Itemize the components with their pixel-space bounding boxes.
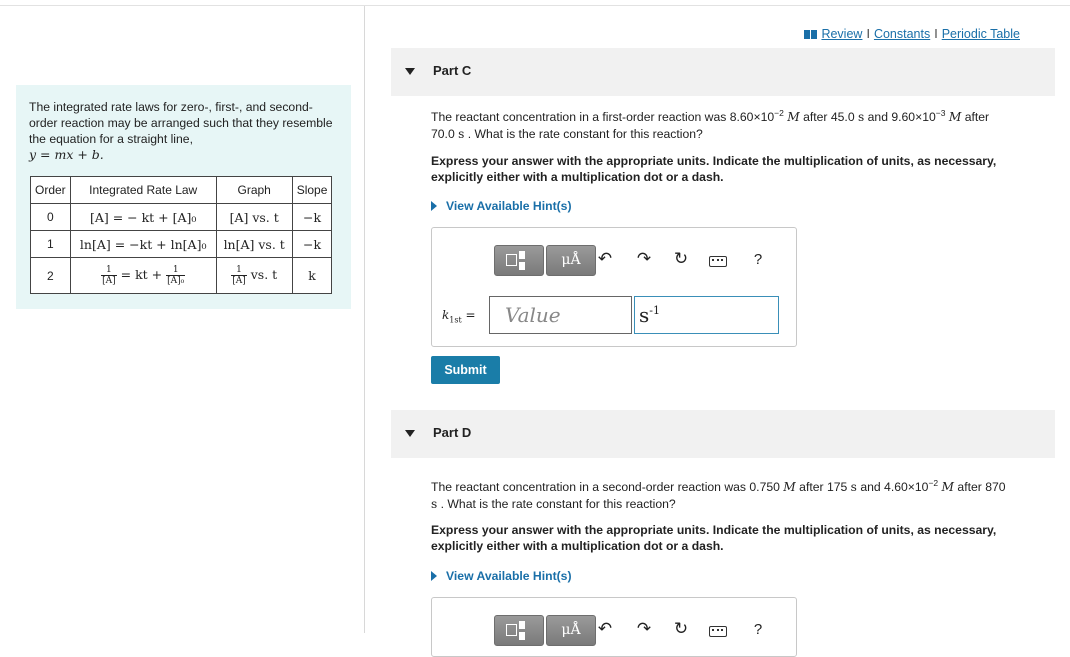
frac-num: 1 bbox=[231, 265, 247, 276]
part-d-instruction: Express your answer with the appropriate units. Indicate the multiplication of units, as necessary, explicitly either with a multiplication dot or a dash. bbox=[431, 523, 997, 553]
slope-cell: k bbox=[292, 258, 332, 294]
table-row bbox=[31, 204, 332, 231]
table-row bbox=[31, 231, 332, 258]
fraction bbox=[166, 265, 185, 286]
q-unit: M bbox=[783, 480, 796, 494]
reset-icon[interactable]: ↻ bbox=[673, 619, 689, 638]
column-divider bbox=[364, 6, 365, 633]
q-text: after 175 bbox=[795, 480, 851, 494]
units-button[interactable] bbox=[546, 615, 596, 646]
hint-label: View Available Hint(s) bbox=[446, 199, 572, 213]
keyboard-icon[interactable] bbox=[709, 626, 727, 637]
undo-icon[interactable]: ↶ bbox=[597, 249, 613, 268]
k-equals: = bbox=[461, 308, 476, 322]
part-c-question bbox=[431, 109, 1041, 143]
unit-exponent: -1 bbox=[649, 304, 660, 317]
col-graph: Graph bbox=[216, 177, 292, 204]
q-text: . What is the rate constant for this reaction? bbox=[464, 127, 703, 141]
collapse-triangle-icon[interactable] bbox=[405, 430, 415, 437]
reset-icon[interactable]: ↻ bbox=[673, 249, 689, 268]
q-exp: −3 bbox=[935, 108, 946, 118]
template-icon bbox=[506, 254, 517, 266]
template-icon-part bbox=[519, 251, 525, 259]
template-icon-part bbox=[519, 621, 525, 629]
fraction bbox=[101, 265, 117, 286]
q-exp: −2 bbox=[774, 108, 784, 118]
help-icon[interactable]: ? bbox=[753, 621, 763, 638]
redo-icon[interactable]: ↷ bbox=[636, 619, 652, 638]
q-unit: s bbox=[857, 110, 865, 124]
q-text: . What is the rate constant for this reaction? bbox=[437, 497, 676, 511]
q-text: after bbox=[961, 110, 990, 124]
k-subscript: 1st bbox=[449, 315, 462, 325]
book-icon bbox=[804, 30, 817, 39]
unit-input[interactable] bbox=[634, 296, 779, 334]
periodic-table-link[interactable]: Periodic Table bbox=[941, 27, 1020, 41]
col-slope: Slope bbox=[292, 177, 332, 204]
unit-base: s bbox=[639, 303, 650, 327]
part-d-answer-box bbox=[431, 597, 797, 657]
units-label: μÅ bbox=[561, 252, 581, 268]
templates-button[interactable] bbox=[494, 245, 544, 276]
law-cell bbox=[70, 258, 216, 294]
collapse-triangle-icon[interactable] bbox=[405, 68, 415, 75]
q-text: after 870 bbox=[954, 480, 1006, 494]
top-border bbox=[0, 5, 1070, 6]
info-intro: The integrated rate laws for zero-, first-, and second-order reaction may be arranged such that they resemble the equation for a straight line, bbox=[29, 100, 333, 146]
order-cell: 0 bbox=[31, 204, 71, 231]
value-input[interactable]: Value bbox=[489, 296, 632, 334]
rate-law-info-panel bbox=[16, 85, 351, 309]
part-c-instruction: Express your answer with the appropriate units. Indicate the multiplication of units, as necessary, explicitly either with a multiplication dot or a dash. bbox=[431, 154, 997, 184]
template-icon bbox=[506, 624, 517, 636]
rate-law-table bbox=[30, 176, 332, 294]
keyboard-icon[interactable] bbox=[709, 256, 727, 267]
q-text: after 45.0 bbox=[799, 110, 858, 124]
link-separator: I bbox=[866, 27, 870, 41]
review-link[interactable]: Review bbox=[821, 27, 863, 41]
part-c-title: Part C bbox=[433, 63, 472, 78]
fraction bbox=[231, 265, 247, 286]
slope-cell: −k bbox=[292, 231, 332, 258]
templates-button[interactable] bbox=[494, 615, 544, 646]
part-d-question bbox=[431, 479, 1041, 513]
link-separator: I bbox=[934, 27, 938, 41]
k-1st-label bbox=[442, 308, 476, 324]
frac-num: 1 bbox=[101, 265, 117, 276]
k-symbol: k bbox=[442, 308, 450, 322]
math-toolbar bbox=[494, 615, 794, 647]
template-icon-part bbox=[519, 632, 525, 640]
help-icon[interactable]: ? bbox=[753, 251, 763, 268]
table-header-row bbox=[31, 177, 332, 204]
q-unit: s bbox=[458, 127, 465, 141]
part-c-answer-box bbox=[431, 227, 797, 347]
col-law: Integrated Rate Law bbox=[70, 177, 216, 204]
part-c-header[interactable] bbox=[391, 48, 1055, 96]
units-button[interactable] bbox=[546, 245, 596, 276]
order-cell: 2 bbox=[31, 258, 71, 294]
part-d-hint-link[interactable] bbox=[431, 569, 572, 583]
q-text: The reactant concentration in a second-order reaction was 0.750 bbox=[431, 480, 784, 494]
graph-cell bbox=[216, 258, 292, 294]
q-unit: M bbox=[941, 480, 955, 494]
q-text: and 9.60×10 bbox=[864, 110, 936, 124]
frac-num: 1 bbox=[166, 265, 185, 276]
template-icon-part bbox=[519, 262, 525, 270]
undo-icon[interactable]: ↶ bbox=[597, 619, 613, 638]
math-toolbar bbox=[494, 245, 794, 277]
q-exp: −2 bbox=[928, 478, 939, 488]
q-text: The reactant concentration in a first-order reaction was 8.60×10 bbox=[431, 110, 775, 124]
submit-button[interactable]: Submit bbox=[431, 356, 500, 384]
law-cell: ln[A] = −kt + ln[A]₀ bbox=[70, 231, 216, 258]
hint-label: View Available Hint(s) bbox=[446, 569, 572, 583]
law-cell: [A] = − kt + [A]₀ bbox=[70, 204, 216, 231]
q-unit: M bbox=[948, 110, 962, 124]
graph-rest: vs. t bbox=[250, 267, 278, 282]
col-order: Order bbox=[31, 177, 71, 204]
q-unit: s bbox=[850, 480, 857, 494]
q-text: 70.0 bbox=[431, 127, 459, 141]
part-d-header[interactable] bbox=[391, 410, 1055, 458]
graph-cell: [A] vs. t bbox=[216, 204, 292, 231]
line-equation: y = mx + b. bbox=[29, 147, 104, 162]
part-c-hint-link[interactable] bbox=[431, 199, 572, 213]
frac-den: [A] bbox=[102, 276, 116, 286]
law-mid: = kt + bbox=[120, 267, 163, 282]
q-unit: s bbox=[431, 497, 438, 511]
q-text: and 4.60×10 bbox=[856, 480, 929, 494]
order-cell: 1 bbox=[31, 231, 71, 258]
graph-cell: ln[A] vs. t bbox=[216, 231, 292, 258]
q-unit: M bbox=[787, 110, 800, 124]
frac-den: [A] bbox=[232, 276, 246, 286]
expand-triangle-icon bbox=[431, 201, 437, 211]
slope-cell: −k bbox=[292, 204, 332, 231]
frac-den: [A]₀ bbox=[167, 276, 185, 286]
redo-icon[interactable]: ↷ bbox=[636, 249, 652, 268]
constants-link[interactable]: Constants bbox=[873, 27, 931, 41]
part-d-title: Part D bbox=[433, 425, 472, 440]
units-label: μÅ bbox=[561, 622, 581, 638]
expand-triangle-icon bbox=[431, 571, 437, 581]
top-links bbox=[804, 27, 1020, 41]
table-row bbox=[31, 258, 332, 294]
